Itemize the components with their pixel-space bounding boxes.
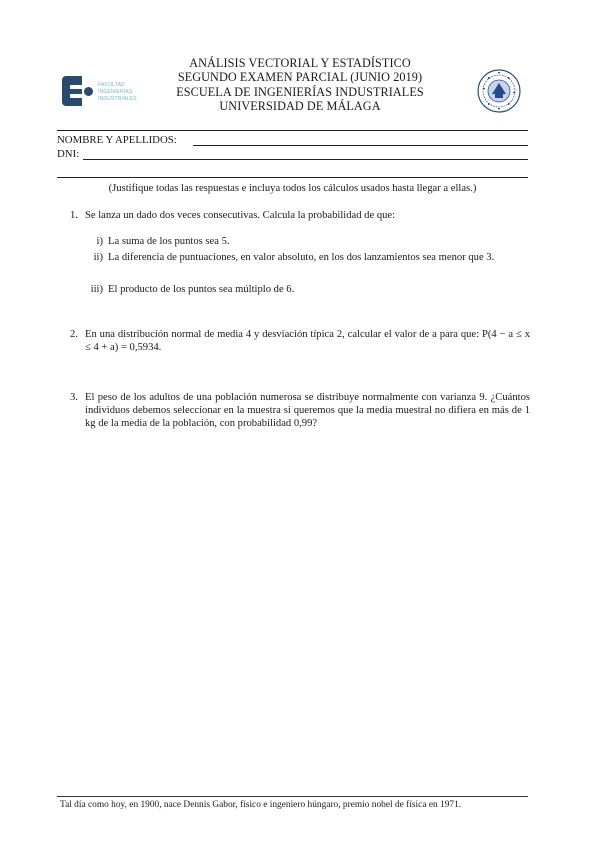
exam-header xyxy=(150,56,450,113)
question-2 xyxy=(70,328,530,354)
faculty-logo-text: FACULTAD INGENIERÍAS INDUSTRIALES xyxy=(98,82,137,102)
university-seal-icon xyxy=(476,68,522,114)
item-text: El producto de los puntos sea múltiplo de 6. xyxy=(108,284,295,295)
item-text: La diferencia de puntuaciones, en valor absoluto, en los dos lanzamientos sea menor que 3. xyxy=(108,252,495,263)
footer-rule xyxy=(57,796,528,797)
top-rule xyxy=(57,130,528,131)
instructions: (Justifique todas las respuestas e incluya todos los cálculos usados hasta llegar a ellas.) xyxy=(108,183,477,194)
question-1-item-i xyxy=(85,235,528,248)
item-label: i) xyxy=(96,236,103,247)
item-label: ii) xyxy=(93,252,103,263)
form-bottom-rule xyxy=(57,177,528,178)
item-text: La suma de los puntos sea 5. xyxy=(108,236,230,247)
question-number: 3. xyxy=(70,392,78,403)
exam-title: SEGUNDO EXAMEN PARCIAL (JUNIO 2019) xyxy=(177,70,423,85)
question-text: Se lanza un dado dos veces consecutivas. Calcula la probabilidad de que: xyxy=(85,210,396,221)
footer-note: Tal día como hoy, en 1900, nace Dennis Gabor, físico e ingeniero húngaro, premio nobel de física en 1971. xyxy=(60,800,462,810)
question-3 xyxy=(70,391,530,431)
question-text: El peso de los adultos de una población numerosa se distribuye normalmente con varianza 9. ¿Cuántos individuos debemos seleccionar en la muestra si queremos que la media muestral no difiera en más de 1 kg de la media de la población, con probabilidad 0,99? xyxy=(85,392,530,430)
school-name: ESCUELA DE INGENIERÍAS INDUSTRIALES xyxy=(176,84,424,99)
name-label: NOMBRE Y APELLIDOS: xyxy=(57,134,177,146)
question-1-item-iii xyxy=(85,283,528,296)
dot-icon xyxy=(84,87,93,96)
university-name: UNIVERSIDAD DE MÁLAGA xyxy=(219,98,381,113)
name-field[interactable] xyxy=(193,145,528,146)
question-text: En una distribución normal de media 4 y desviación típica 2, calcular el valor de a para que: P(4 − a ≤ x ≤ 4 + a) = 0,5934. xyxy=(85,329,530,354)
question-number: 2. xyxy=(70,329,78,340)
course-title: ANÁLISIS VECTORIAL Y ESTADÍSTICO xyxy=(189,56,411,70)
e-mark-icon xyxy=(62,76,82,106)
faculty-logo xyxy=(62,76,142,108)
dni-field[interactable] xyxy=(83,159,528,160)
question-number: 1. xyxy=(70,210,78,221)
question-1-item-ii xyxy=(85,251,528,264)
item-label: iii) xyxy=(90,284,103,295)
question-1 xyxy=(70,209,530,222)
dni-label: DNI: xyxy=(57,148,80,160)
